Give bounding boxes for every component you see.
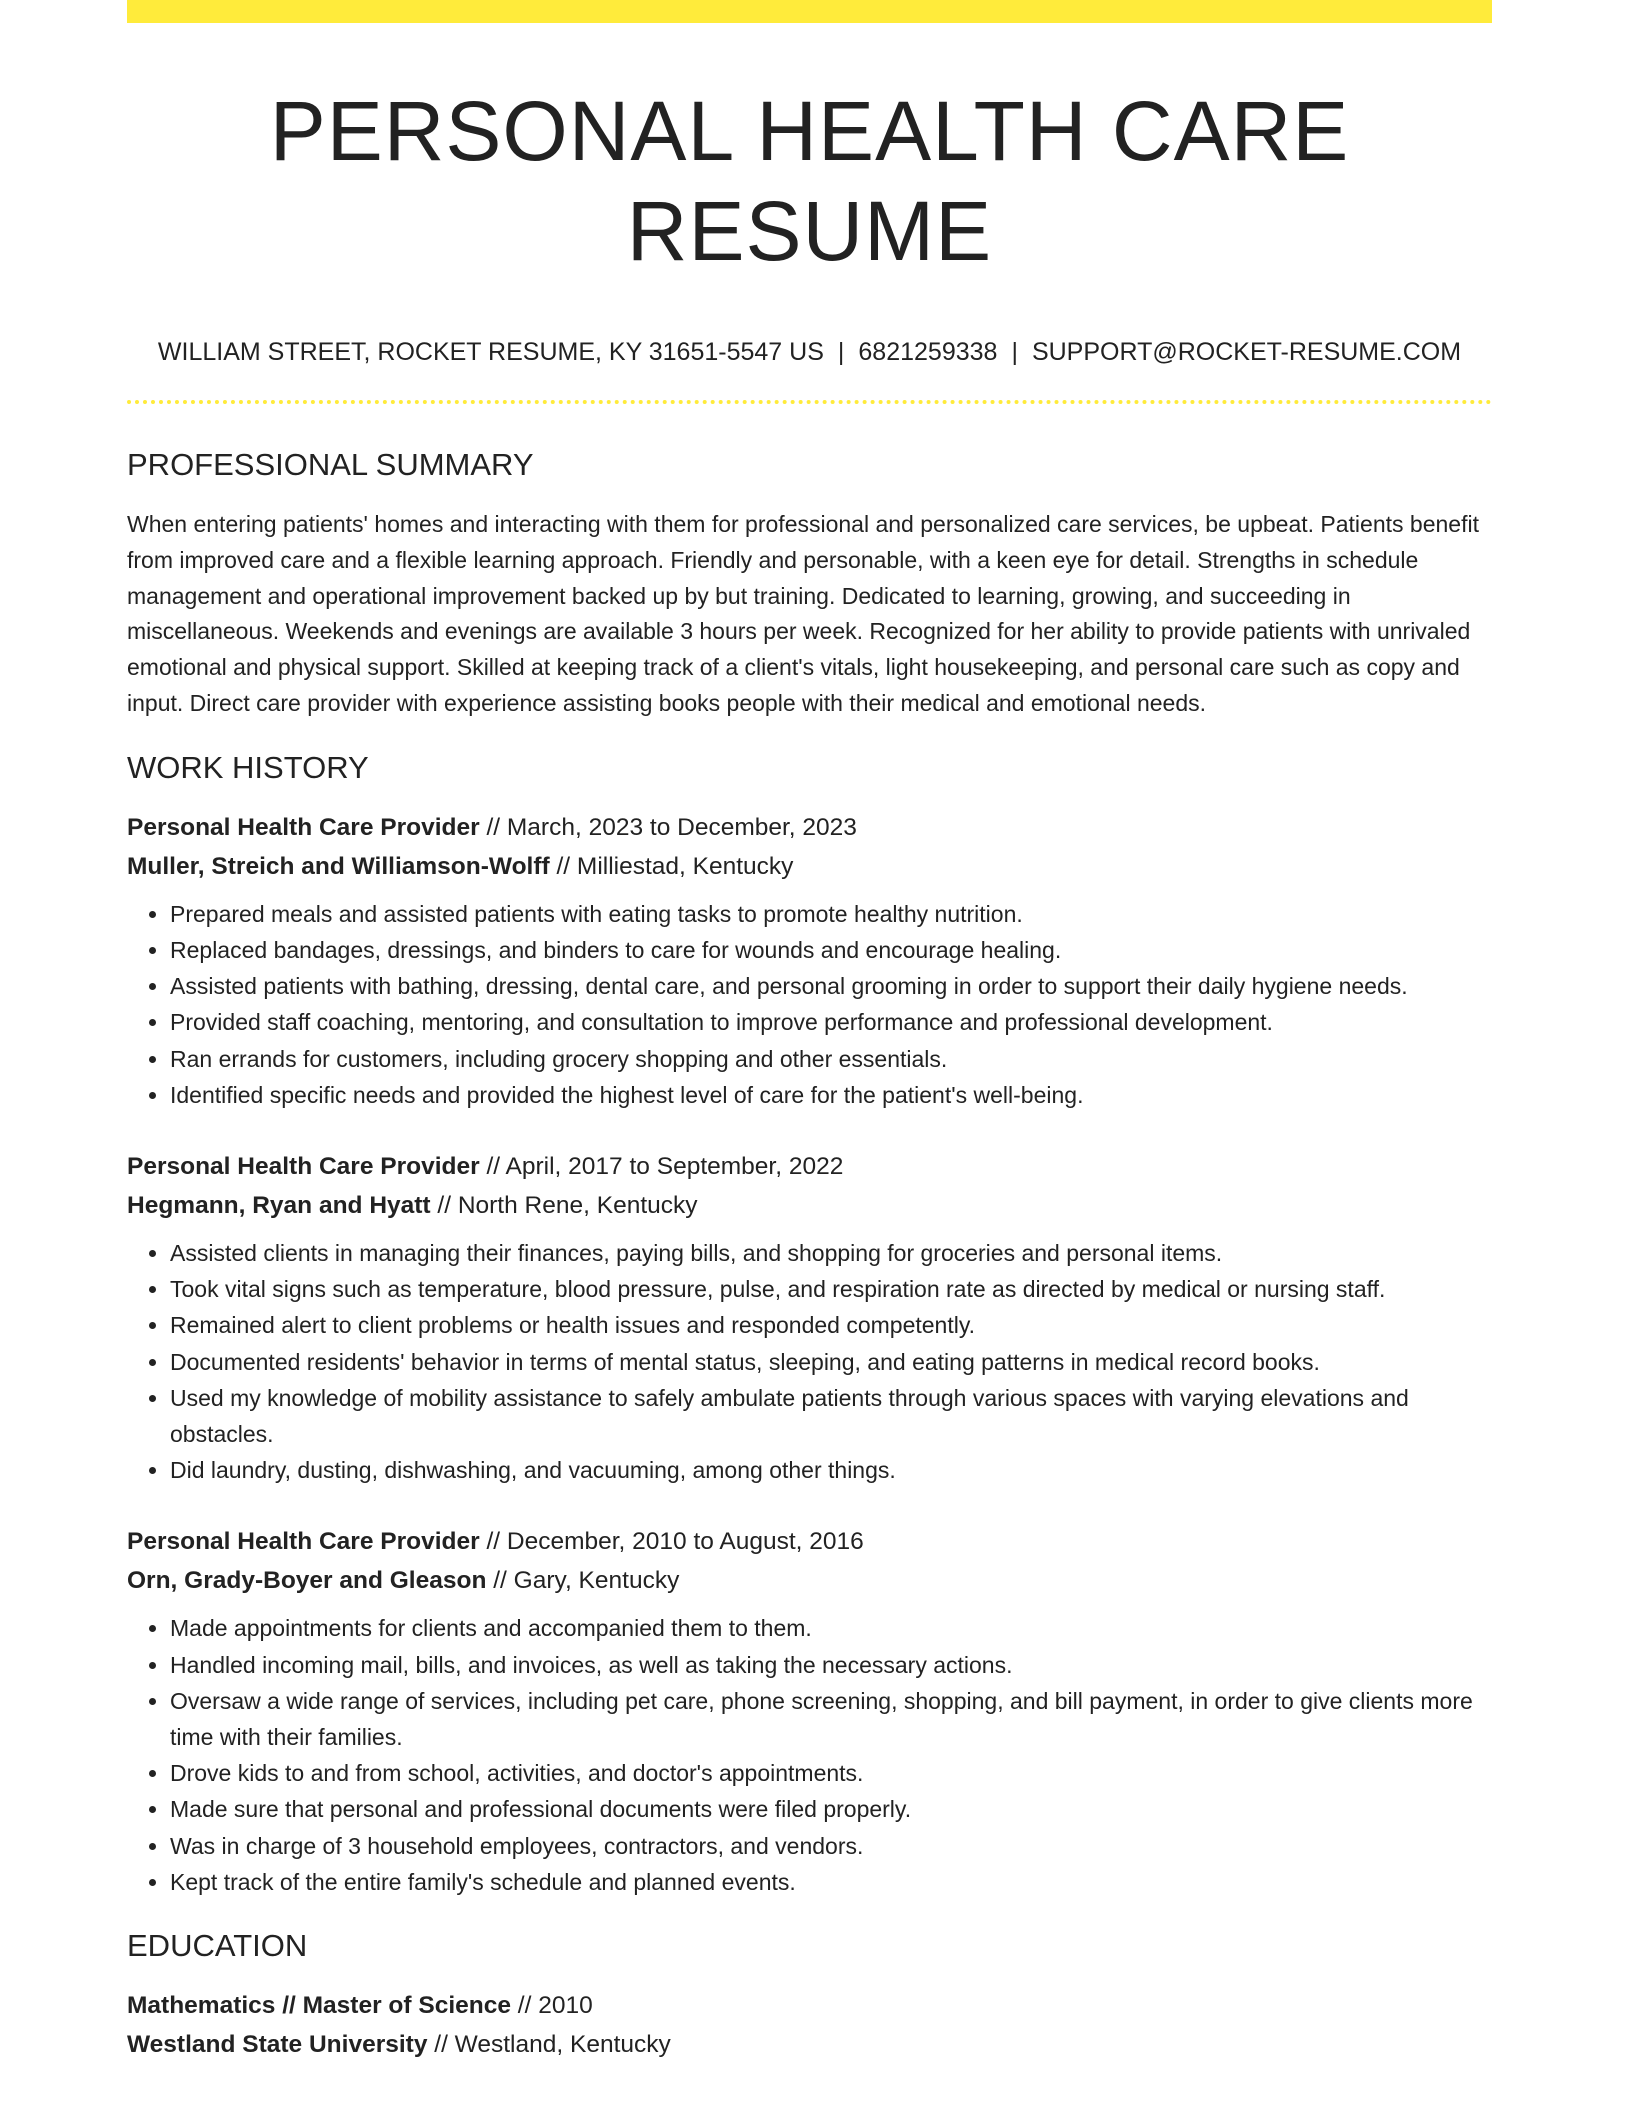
duty-item: • Drove kids to and from school, activities, and doctor's appointments. xyxy=(170,1755,1492,1791)
contact-separator: | xyxy=(1011,338,1018,366)
contact-line xyxy=(127,337,1492,367)
education-school-line xyxy=(127,2025,1492,2064)
duty-item: • Identified specific needs and provided the highest level of care for the patient's well-being. xyxy=(170,1077,1492,1113)
resume-title: PERSONAL HEALTH CARE RESUME xyxy=(269,84,1350,278)
education-degree-line xyxy=(127,1986,1492,2025)
top-accent-bar xyxy=(127,0,1492,23)
education-school: Westland State University xyxy=(127,2031,428,2059)
job-title: Personal Health Care Provider xyxy=(127,1153,480,1180)
duty-item: • Oversaw a wide range of services, including pet care, phone screening, shopping, and bill payment, in order to give clients more time with their families. xyxy=(170,1683,1492,1755)
work-history-heading: WORK HISTORY xyxy=(127,749,369,785)
job-dates: // March, 2023 to December, 2023 xyxy=(479,813,857,841)
duty-item: • Ran errands for customers, including grocery shopping and other essentials. xyxy=(170,1041,1492,1077)
job-entry xyxy=(127,1522,1492,1900)
education-location: // Westland, Kentucky xyxy=(427,2031,671,2059)
duty-item: • Assisted clients in managing their finances, paying bills, and shopping for groceries and personal items. xyxy=(170,1235,1492,1271)
summary-heading: PROFESSIONAL SUMMARY xyxy=(127,447,534,482)
contact-separator: | xyxy=(837,338,845,366)
duty-item: • Remained alert to client problems or health issues and responded competently. xyxy=(170,1307,1492,1343)
duty-item: • Handled incoming mail, bills, and invoices, as well as taking the necessary actions. xyxy=(170,1647,1492,1683)
duty-item: • Was in charge of 3 household employees, contractors, and vendors. xyxy=(170,1828,1492,1864)
job-location: // North Rene, Kentucky xyxy=(430,1192,698,1219)
education-heading: EDUCATION xyxy=(127,1928,308,1964)
job-dates: // December, 2010 to August, 2016 xyxy=(479,1528,864,1556)
job-dates: // April, 2017 to September, 2022 xyxy=(479,1153,844,1180)
duty-item: • Prepared meals and assisted patients with eating tasks to promote healthy nutrition. xyxy=(170,896,1492,932)
job-location: // Gary, Kentucky xyxy=(486,1567,680,1595)
duty-list xyxy=(127,1235,1492,1488)
duty-item: • Made appointments for clients and accompanied them to them. xyxy=(170,1610,1492,1646)
duty-item: • Provided staff coaching, mentoring, and consultation to improve performance and professional development. xyxy=(170,1004,1492,1040)
duty-item: • Kept track of the entire family's schedule and planned events. xyxy=(170,1864,1492,1900)
job-employer: Orn, Grady-Boyer and Gleason xyxy=(127,1567,487,1595)
job-employer: Hegmann, Ryan and Hyatt xyxy=(127,1192,431,1219)
duty-item: • Did laundry, dusting, dishwashing, and vacuuming, among other things. xyxy=(170,1452,1492,1488)
summary-text: When entering patients' homes and interacting with them for professional and personalized care services, be upbeat. Patients benefit from improved care and a flexible learning approach. Friendly and personable, with a keen eye for detail. Strengths in schedule management and operational improvement backed up by but training. Dedicated to learning, growing, and succeeding in miscellaneous. Weekends and evenings are available 3 hours per week. Recognized for her ability to provide patients with unrivaled emotional and physical support. Skilled at keeping track of a client's vitals, light housekeeping, and personal care such as copy and input. Direct care provider with experience assisting books people with their medical and emotional needs. xyxy=(127,511,1479,716)
duty-item: • Took vital signs such as temperature, blood pressure, pulse, and respiration rate as directed by medical or nursing staff. xyxy=(170,1271,1492,1307)
job-location: // Milliestad, Kentucky xyxy=(549,852,794,880)
job-title-line xyxy=(127,1522,1492,1561)
contact-phone: 6821259338 xyxy=(858,338,998,366)
duty-item: • Documented residents' behavior in terms of mental status, sleeping, and eating patterns in medical record books. xyxy=(170,1344,1492,1380)
job-entry xyxy=(127,1147,1492,1488)
duty-item: • Replaced bandages, dressings, and binders to care for wounds and encourage healing. xyxy=(170,932,1492,968)
job-employer: Muller, Streich and Williamson-Wolff xyxy=(127,852,550,880)
duty-item: • Used my knowledge of mobility assistance to safely ambulate patients through various spaces with varying elevations and obstacles. xyxy=(170,1380,1492,1452)
education-year: // 2010 xyxy=(510,1992,593,2020)
education-degree: Mathematics // Master of Science xyxy=(127,1992,511,2020)
dotted-divider xyxy=(127,400,1492,404)
duty-item: • Made sure that personal and professional documents were filed properly. xyxy=(170,1791,1492,1827)
duty-item: • Assisted patients with bathing, dressing, dental care, and personal grooming in order to support their daily hygiene needs. xyxy=(170,968,1492,1004)
job-employer-line xyxy=(127,1561,1492,1600)
job-title-line xyxy=(127,808,1492,847)
job-title: Personal Health Care Provider xyxy=(127,813,480,841)
job-title-line xyxy=(127,1147,1492,1186)
duty-list xyxy=(127,896,1492,1113)
job-title: Personal Health Care Provider xyxy=(127,1528,480,1556)
job-employer-line xyxy=(127,1186,1492,1225)
job-entry xyxy=(127,808,1492,1113)
resume-page xyxy=(127,23,1492,2064)
contact-address: WILLIAM STREET, ROCKET RESUME, KY 31651-5547 US xyxy=(157,338,824,366)
contact-email: SUPPORT@ROCKET-RESUME.COM xyxy=(1031,338,1462,366)
education-entry xyxy=(127,1986,1492,2064)
duty-list xyxy=(127,1610,1492,1900)
job-employer-line xyxy=(127,847,1492,886)
